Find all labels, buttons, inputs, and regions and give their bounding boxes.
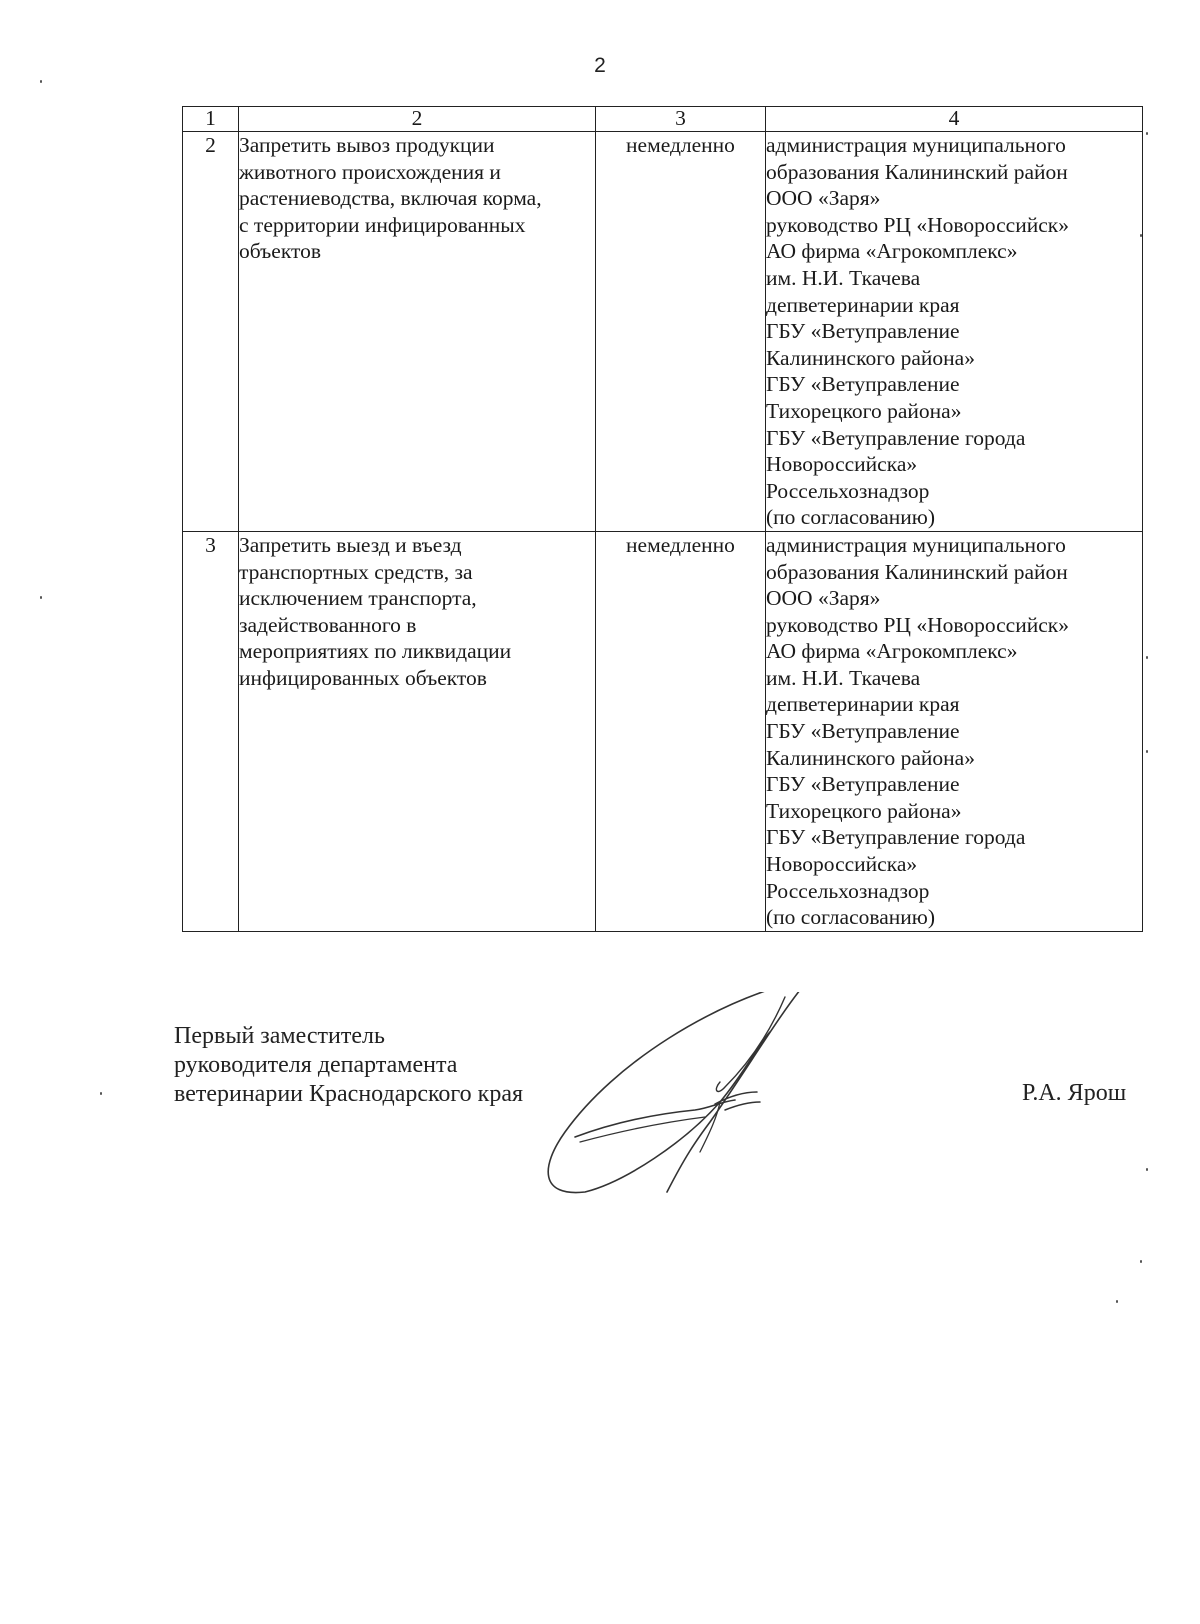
responsible-line: Новороссийска» bbox=[766, 852, 918, 877]
signer-name: Р.А. Ярош bbox=[1022, 1080, 1127, 1106]
action-line: транспортных средств, за bbox=[239, 559, 473, 584]
responsible-line: руководство РЦ «Новороссийск» bbox=[766, 612, 1069, 637]
handwritten-signature bbox=[545, 992, 805, 1212]
responsible-line: Тихорецкого района» bbox=[766, 798, 962, 823]
responsible-line: ГБУ «Ветуправление города bbox=[766, 825, 1026, 850]
page-number: 2 bbox=[594, 54, 606, 77]
action-line: животного происхождения и bbox=[239, 159, 501, 184]
scan-speck bbox=[1140, 1260, 1142, 1263]
scan-speck bbox=[1146, 132, 1148, 135]
scan-speck bbox=[1146, 656, 1148, 659]
responsible-line: им. Н.И. Ткачева bbox=[766, 665, 921, 690]
signer-position-line: Первый заместитель bbox=[174, 1023, 385, 1049]
responsible-line: ООО «Заря» bbox=[766, 586, 881, 611]
row-number: 3 bbox=[183, 531, 239, 931]
responsible-line: образования Калининский район bbox=[766, 559, 1068, 584]
responsible-line: депветеринарии края bbox=[766, 692, 960, 717]
action-line: Запретить вывоз продукции bbox=[239, 133, 495, 157]
signer-position-line: руководителя департамента bbox=[174, 1052, 458, 1078]
responsible-line: Новороссийска» bbox=[766, 452, 918, 477]
column-action-header: 2 bbox=[239, 107, 596, 132]
action-line: инфицированных объектов bbox=[239, 665, 487, 690]
responsible-line: руководство РЦ «Новороссийск» bbox=[766, 212, 1069, 237]
responsible-line: администрация муниципального bbox=[766, 532, 1066, 557]
responsible-line: АО фирма «Агрокомплекс» bbox=[766, 239, 1018, 264]
table-row bbox=[183, 531, 1143, 931]
responsible-line: ГБУ «Ветуправление bbox=[766, 372, 960, 397]
action-line: объектов bbox=[239, 239, 321, 264]
action-line: мероприятиях по ликвидации bbox=[239, 639, 512, 664]
table-row bbox=[183, 132, 1143, 532]
deadline-cell: немедленно bbox=[596, 531, 766, 931]
scan-speck bbox=[1140, 234, 1142, 237]
table-header-row bbox=[183, 107, 1143, 132]
action-line: исключением транспорта, bbox=[239, 586, 477, 611]
responsible-line: администрация муниципального bbox=[766, 133, 1066, 157]
signer-position-line: ветеринарии Краснодарского края bbox=[174, 1081, 524, 1107]
responsible-line: Калининского района» bbox=[766, 345, 975, 370]
action-line: растениеводства, включая корма, bbox=[239, 186, 542, 211]
action-line: задействованного в bbox=[239, 612, 417, 637]
column-number-header: 1 bbox=[183, 107, 239, 132]
action-line: с территории инфицированных bbox=[239, 212, 526, 237]
column-responsible-header: 4 bbox=[766, 107, 1143, 132]
action-line: Запретить выезд и въезд bbox=[239, 532, 462, 557]
measures-table bbox=[182, 106, 1143, 932]
responsible-line: (по согласованию) bbox=[766, 905, 936, 930]
responsible-cell bbox=[766, 531, 1143, 931]
responsible-line: ГБУ «Ветуправление bbox=[766, 772, 960, 797]
responsible-line: образования Калининский район bbox=[766, 159, 1068, 184]
responsible-line: Россельхознадзор bbox=[766, 478, 930, 503]
column-deadline-header: 3 bbox=[596, 107, 766, 132]
scan-speck bbox=[1146, 750, 1148, 753]
responsible-line: ГБУ «Ветуправление bbox=[766, 719, 960, 744]
responsible-line: Россельхознадзор bbox=[766, 878, 930, 903]
responsible-line: АО фирма «Агрокомплекс» bbox=[766, 639, 1018, 664]
action-cell bbox=[239, 132, 596, 532]
responsible-line: Тихорецкого района» bbox=[766, 398, 962, 423]
responsible-line: ГБУ «Ветуправление bbox=[766, 319, 960, 344]
signer-position bbox=[174, 1022, 523, 1109]
responsible-line: ООО «Заря» bbox=[766, 186, 881, 211]
deadline-cell: немедленно bbox=[596, 132, 766, 532]
scan-speck bbox=[40, 80, 42, 83]
responsible-line: (по согласованию) bbox=[766, 505, 936, 530]
scan-speck bbox=[40, 596, 42, 599]
row-number: 2 bbox=[183, 132, 239, 532]
responsible-line: им. Н.И. Ткачева bbox=[766, 265, 921, 290]
action-cell bbox=[239, 531, 596, 931]
scan-speck bbox=[100, 1092, 102, 1095]
scan-speck bbox=[1116, 1300, 1118, 1303]
scan-speck bbox=[1146, 1168, 1148, 1171]
responsible-cell bbox=[766, 132, 1143, 532]
responsible-line: Калининского района» bbox=[766, 745, 975, 770]
responsible-line: депветеринарии края bbox=[766, 292, 960, 317]
responsible-line: ГБУ «Ветуправление города bbox=[766, 425, 1026, 450]
